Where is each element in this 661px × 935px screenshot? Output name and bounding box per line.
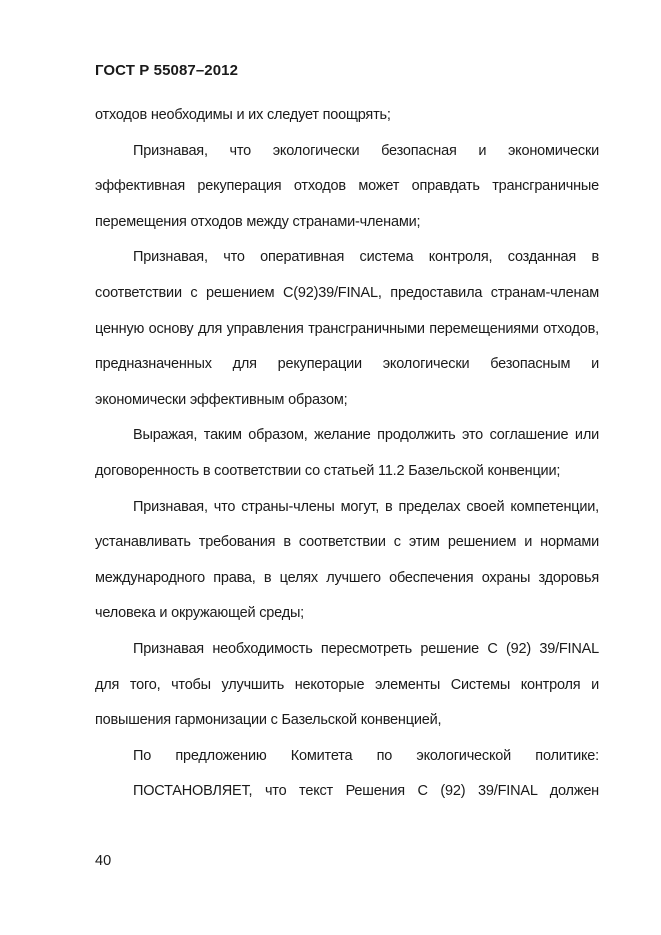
- paragraph-revision-need: Признавая необходимость пересмотреть решение C (92) 39/FINAL для того, чтобы улучшить некоторые элементы Системы контроля и повышения гармонизации с Базельской конвенцией,: [95, 640, 599, 729]
- paragraph-control-system: Признавая, что оперативная система контроля, созданная в соответствии с решением C(92)39/FINAL, предоставила странам-членам ценную основу для управления трансграничными перемещениями отходов, предназначенных для рекуперации экологически безопасным и экономически эффективным образом;: [95, 249, 599, 408]
- paragraph-member-competence: Признавая, что страны-члены могут, в пределах своей компетенции, устанавливать требования в соответствии с этим решением и нормами международного права, в целях лучшего обеспечения охраны здоровья человека и окружающей среды;: [95, 498, 599, 622]
- page-number: 40: [95, 853, 112, 869]
- document-header: ГОСТ Р 55087–2012: [95, 62, 239, 79]
- document-body: [95, 98, 599, 810]
- paragraph-decides: ПОСТАНОВЛЯЕТ, что текст Решения C (92) 39/FINAL должен: [133, 783, 599, 800]
- paragraph-continuation: отходов необходимы и их следует поощрять;: [95, 107, 391, 123]
- paragraph-recovery-justification: Признавая, что экологически безопасная и экономически эффективная рекуперация отходов может оправдать трансграничные перемещения отходов между странами-членами;: [95, 142, 599, 230]
- paragraph-basel-convention: Выражая, таким образом, желание продолжить это соглашение или договоренность в соответствии со статьей 11.2 Базельской конвенции;: [95, 427, 599, 479]
- paragraph-committee-proposal: По предложению Комитета по экологической политике:: [133, 747, 599, 764]
